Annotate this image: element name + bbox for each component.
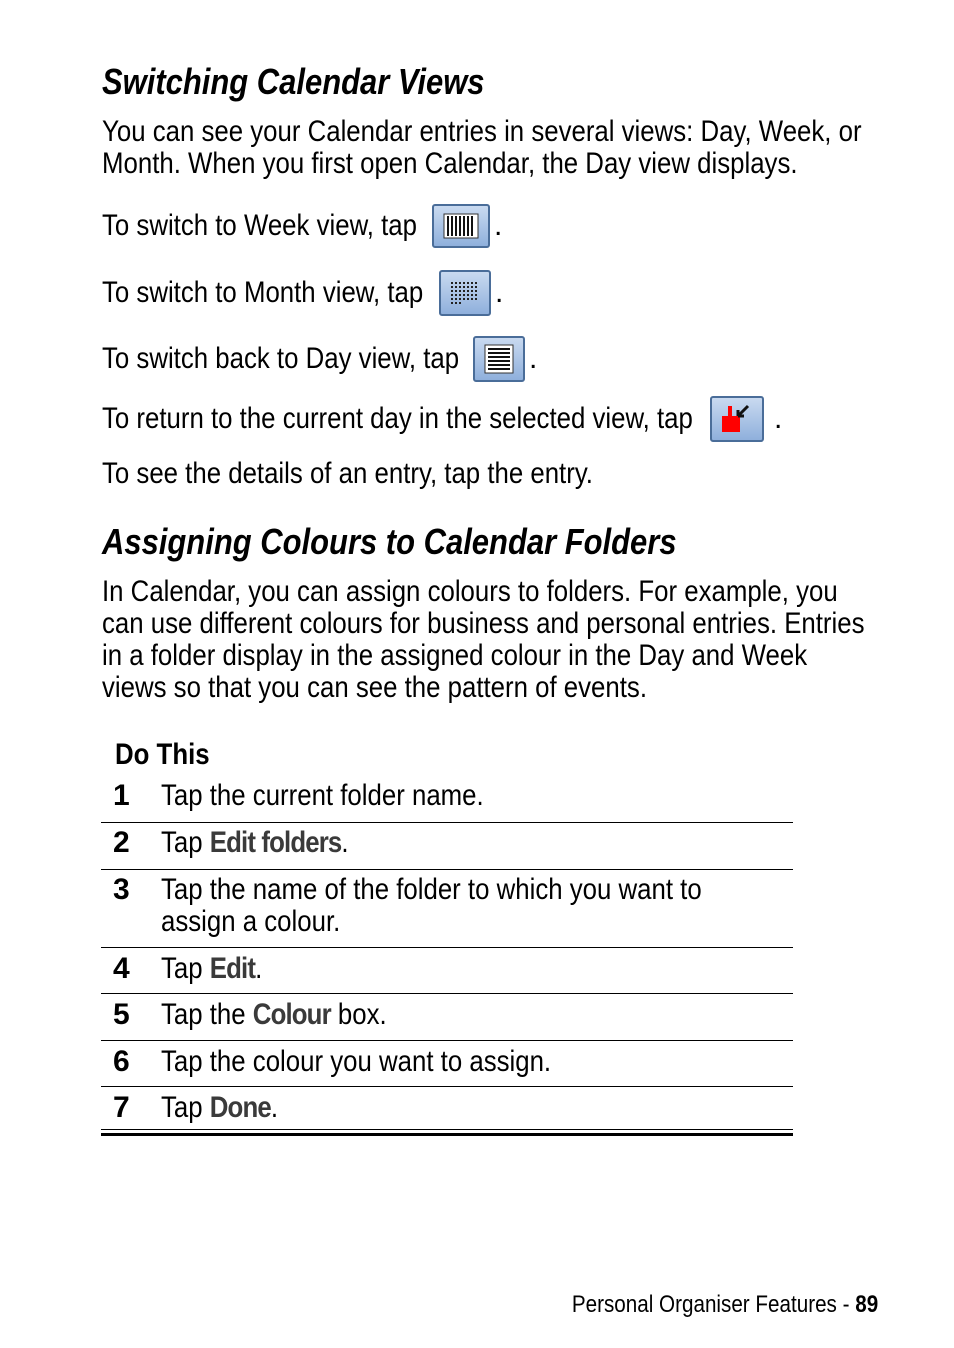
entry-details-text: To see the details of an entry, tap the entry. [102, 457, 593, 490]
step-text: Tap Edit folders. [161, 826, 349, 859]
week-view-period: . [494, 209, 503, 242]
today-instruction [102, 396, 782, 442]
footer-label: Personal Organiser Features - [571, 1291, 856, 1318]
month-view-period: . [495, 276, 504, 309]
table-row [101, 823, 793, 870]
page-footer [572, 1290, 878, 1320]
colours-para-line-3: in a folder display in the assigned colour in the Day and Week [102, 639, 808, 672]
ui-label-edit-folders: Edit folders [209, 826, 342, 859]
page-number: 89 [855, 1291, 878, 1318]
week-view-icon[interactable] [432, 204, 490, 248]
today-period: . [774, 402, 783, 435]
step-text-line-1: Tap the name of the folder to which you want to [161, 873, 702, 906]
table-row [101, 1041, 793, 1087]
week-view-text: To switch to Week view, tap [102, 209, 418, 242]
month-view-instruction [102, 270, 503, 316]
step-number: 3 [113, 873, 130, 906]
table-end-rule-thick [101, 1133, 793, 1136]
step-text: Tap Done. [161, 1091, 279, 1124]
step-number: 2 [113, 826, 130, 859]
ui-label-edit: Edit [209, 952, 256, 985]
intro-line-1: You can see your Calendar entries in several views: Day, Week, or [102, 115, 862, 148]
table-row [101, 776, 793, 823]
colours-para-line-4: views so that you can see the pattern of events. [102, 671, 647, 704]
table-row [101, 1087, 793, 1129]
colours-para-line-2: can use different colours for business and personal entries. Entries [102, 607, 865, 640]
today-text: To return to the current day in the selected view, tap [102, 402, 693, 435]
table-end-rule-thin [101, 1129, 793, 1130]
step-text: Tap Edit. [161, 952, 263, 985]
day-view-icon[interactable] [473, 336, 525, 382]
step-text-line-2: assign a colour. [161, 905, 341, 938]
section-title-switching-views: Switching Calendar Views [102, 61, 485, 102]
intro-line-2: Month. When you first open Calendar, the Day view displays. [102, 147, 798, 180]
step-number: 1 [113, 779, 130, 812]
step-text: Tap the colour you want to assign. [161, 1045, 552, 1078]
step-number: 7 [113, 1091, 130, 1124]
month-view-text: To switch to Month view, tap [102, 276, 424, 309]
step-number: 6 [113, 1045, 130, 1078]
ui-label-colour: Colour [252, 998, 331, 1031]
today-icon[interactable] [710, 396, 764, 442]
step-text: Tap the current folder name. [161, 779, 484, 812]
colours-para-line-1: In Calendar, you can assign colours to folders. For example, you [102, 575, 838, 608]
week-view-instruction [102, 204, 502, 248]
step-number: 4 [113, 952, 130, 985]
table-header: Do This [115, 738, 210, 771]
ui-label-done: Done [209, 1091, 271, 1124]
step-number: 5 [113, 998, 130, 1031]
day-view-period: . [529, 342, 538, 375]
day-view-instruction [102, 336, 537, 382]
day-view-text: To switch back to Day view, tap [102, 342, 460, 375]
table-row [101, 994, 793, 1041]
step-text: Tap the Colour box. [161, 998, 387, 1031]
section-title-assigning-colours: Assigning Colours to Calendar Folders [102, 521, 677, 562]
table-row [101, 948, 793, 994]
table-row [101, 870, 793, 948]
month-view-icon[interactable] [439, 270, 491, 316]
